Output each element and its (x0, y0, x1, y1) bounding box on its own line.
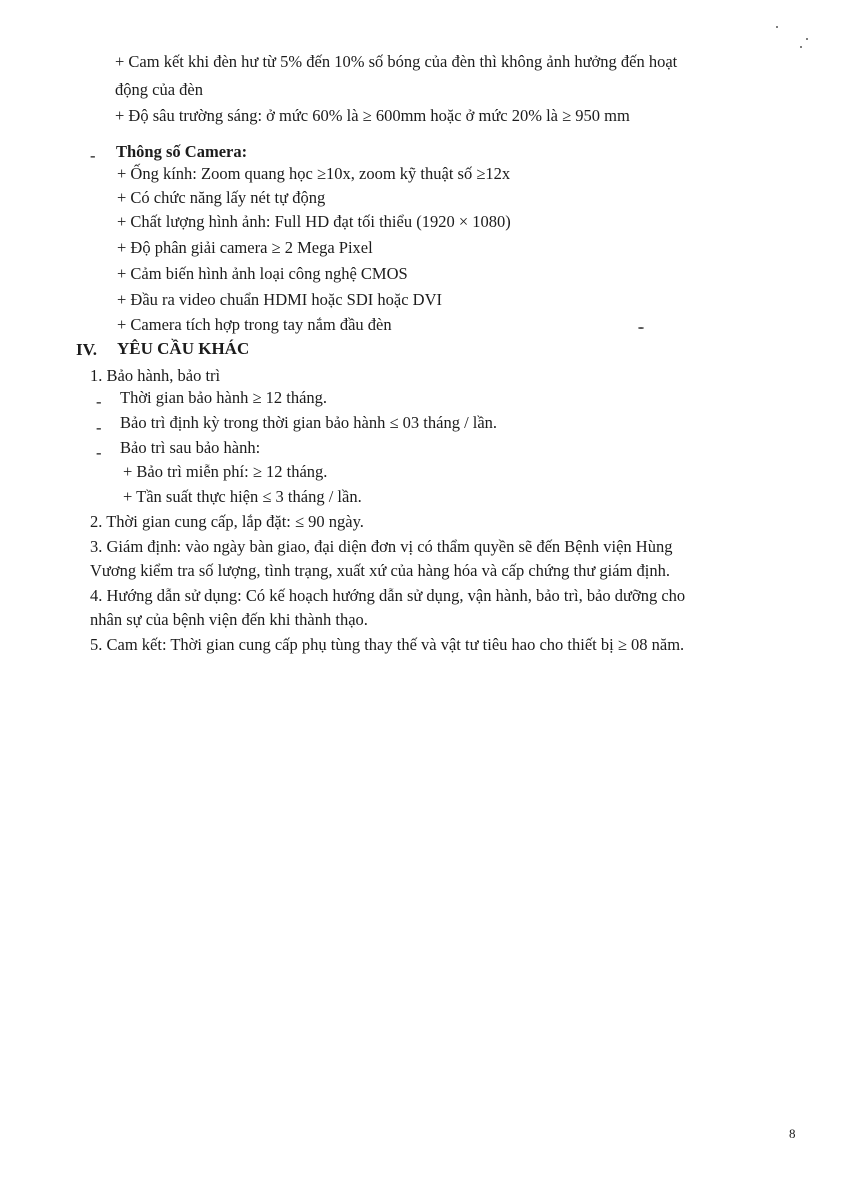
camera-dash: - (90, 146, 96, 165)
warranty-item: Bảo trì sau bảo hành: (120, 438, 261, 457)
camera-spec-item: + Chất lượng hình ảnh: Full HD đạt tối thiểu (1920 × 1080) (117, 212, 511, 231)
warranty-dash: - (96, 392, 102, 411)
supply-time: 2. Thời gian cung cấp, lắp đặt: ≤ 90 ngày. (90, 512, 364, 531)
warranty-dash: - (96, 443, 102, 462)
scan-speck (638, 327, 644, 329)
scan-speck (800, 46, 802, 48)
scan-speck (776, 26, 778, 28)
guidance-line: 4. Hướng dẫn sử dụng: Có kế hoạch hướng dẫn sử dụng, vận hành, bảo trì, bảo dưỡng cho (90, 586, 686, 605)
post-warranty-item: + Bảo trì miễn phí: ≥ 12 tháng. (123, 462, 328, 481)
lamp-note-line: + Cam kết khi đèn hư từ 5% đến 10% số bóng của đèn thì không ảnh hưởng đến hoạt (115, 52, 678, 71)
lamp-note-line: + Độ sâu trường sáng: ở mức 60% là ≥ 600mm hoặc ở mức 20% là ≥ 950 mm (115, 106, 630, 125)
lamp-note-line: động của đèn (115, 80, 203, 99)
section-numeral: IV. (76, 340, 97, 359)
commitment-line: 5. Cam kết: Thời gian cung cấp phụ tùng thay thế và vật tư tiêu hao cho thiết bị ≥ 08 năm. (90, 635, 685, 654)
camera-spec-item: + Cảm biến hình ảnh loại công nghệ CMOS (117, 264, 408, 283)
page-number: 8 (789, 1126, 796, 1141)
inspection-line: Vương kiểm tra số lượng, tình trạng, xuất xứ của hàng hóa và cấp chứng thư giám định. (90, 561, 670, 580)
warranty-item: Thời gian bảo hành ≥ 12 tháng. (120, 388, 328, 407)
camera-spec-item: + Đầu ra video chuẩn HDMI hoặc SDI hoặc DVI (117, 290, 442, 309)
camera-spec-item: + Có chức năng lấy nét tự động (117, 188, 326, 207)
section-title: YÊU CẦU KHÁC (117, 339, 250, 358)
guidance-line: nhân sự của bệnh viện đến khi thành thạo. (90, 610, 368, 629)
scan-speck (806, 38, 808, 40)
camera-spec-item: + Ống kính: Zoom quang học ≥10x, zoom kỹ thuật số ≥12x (117, 164, 511, 183)
warranty-item: Bảo trì định kỳ trong thời gian bảo hành ≤ 03 tháng / lần. (120, 413, 498, 432)
inspection-line: 3. Giám định: vào ngày bàn giao, đại diện đơn vị có thẩm quyền sẽ đến Bệnh viện Hùng (90, 537, 673, 556)
warranty-dash: - (96, 418, 102, 437)
post-warranty-item: + Tần suất thực hiện ≤ 3 tháng / lần. (123, 487, 362, 506)
warranty-title: 1. Bảo hành, bảo trì (90, 366, 221, 385)
camera-spec-item: + Độ phân giải camera ≥ 2 Mega Pixel (117, 238, 373, 257)
camera-spec-item: + Camera tích hợp trong tay nắm đầu đèn (117, 315, 392, 334)
camera-section-title: Thông số Camera: (116, 142, 248, 161)
